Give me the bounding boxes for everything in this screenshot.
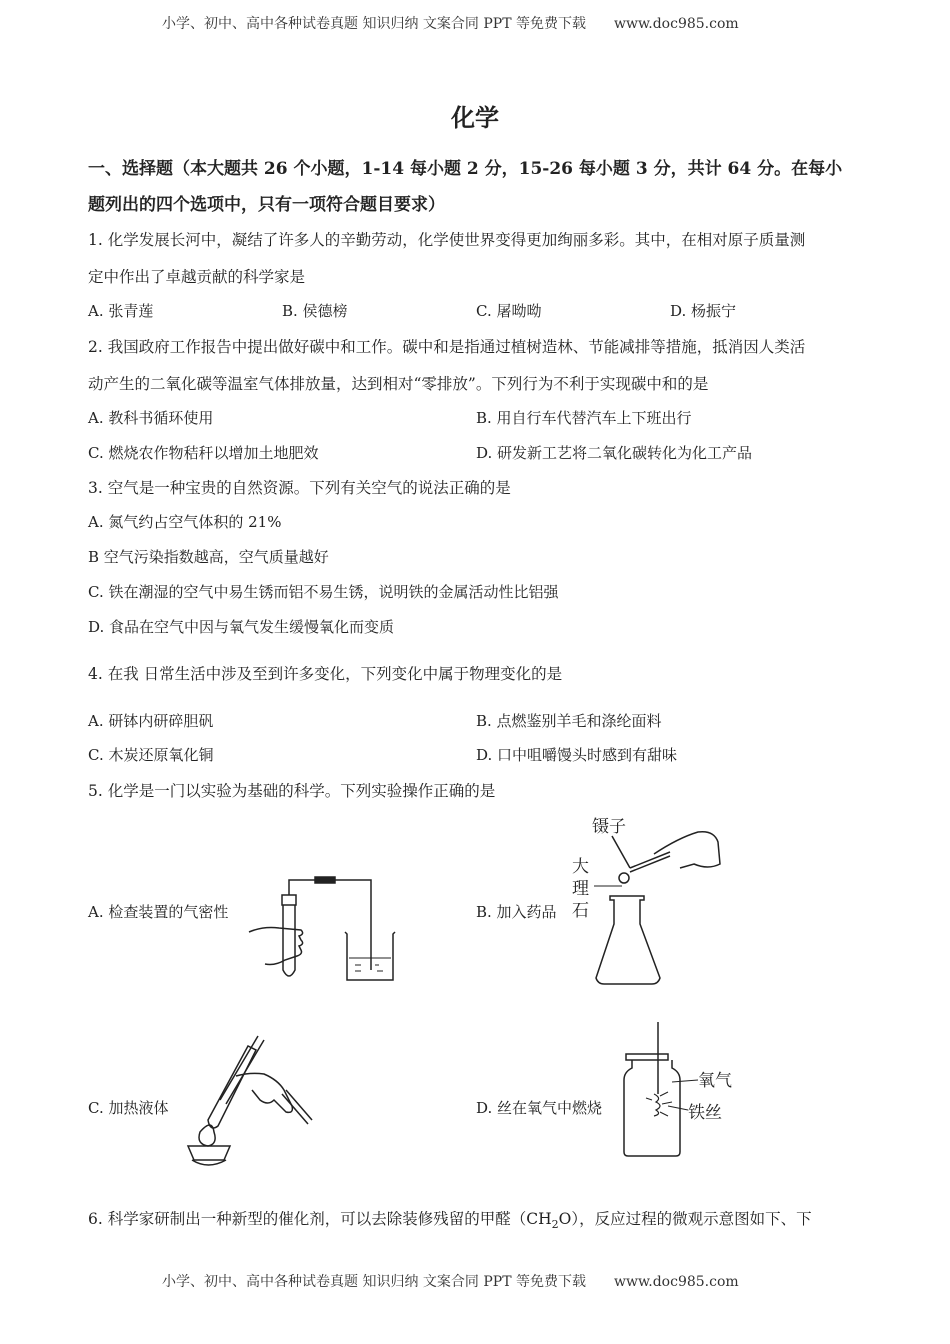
footer-banner-text: 小学、初中、高中各种试卷真题 知识归纳 文案合同 PPT 等免费下载 (162, 1274, 586, 1290)
q5-stem: 5. 化学是一门以实验为基础的科学。下列实验操作正确的是 (88, 782, 496, 800)
q4-option-c[interactable]: C. 木炭还原氧化铜 (88, 746, 214, 764)
q1-stem-line-2: 定中作出了卓越贡献的科学家是 (88, 268, 306, 286)
label-marble-3: 石 (572, 901, 589, 921)
figure-heating-liquid (178, 1028, 338, 1168)
section-heading-line-2: 题列出的四个选项中，只有一项符合题目要求） (88, 195, 445, 215)
q3-option-c[interactable]: C. 铁在潮湿的空气中易生锈而铝不易生锈，说明铁的金属活动性比铝强 (88, 583, 559, 601)
q6-formula-sub: 2 (551, 1218, 559, 1232)
q2-option-a[interactable]: A. 教科书循环使用 (88, 409, 214, 427)
label-tweezers: 镊子 (592, 817, 626, 837)
figure-iron-combustion (612, 1020, 752, 1160)
figure-adding-reagent (568, 808, 728, 988)
q6-stem-end: ），反应过程的微观示意图如下、下 (571, 1210, 812, 1228)
q1-stem-line-1: 1. 化学发展长河中，凝结了许多人的辛勤劳动，化学使世界变得更加绚丽多彩。其中，在相对原子质量测 (88, 231, 806, 249)
footer-banner (162, 1271, 739, 1291)
q2-option-b[interactable]: B. 用自行车代替汽车上下班出行 (476, 409, 692, 427)
q6-stem (88, 1207, 812, 1231)
q2-option-d[interactable]: D. 研发新工艺将二氧化碳转化为化工产品 (476, 444, 753, 462)
q3-stem: 3. 空气是一种宝贵的自然资源。下列有关空气的说法正确的是 (88, 479, 511, 497)
header-banner-text: 小学、初中、高中各种试卷真题 知识归纳 文案合同 PPT 等免费下载 (162, 16, 586, 32)
q4-option-d[interactable]: D. 口中咀嚼馒头时感到有甜味 (476, 746, 678, 764)
q6-formula-b: O (558, 1210, 572, 1228)
q5-option-d[interactable]: D. 丝在氧气中燃烧 (476, 1099, 603, 1117)
q5-option-c[interactable]: C. 加热液体 (88, 1099, 169, 1117)
footer-banner-url[interactable]: www.doc985.com (613, 1274, 739, 1290)
q5-option-a[interactable]: A. 检查装置的气密性 (88, 903, 229, 921)
q4-stem: 4. 在我 日常生活中涉及至到许多变化，下列变化中属于物理变化的是 (88, 665, 563, 683)
figure-airtightness-check (245, 870, 415, 990)
q4-option-b[interactable]: B. 点燃鉴别羊毛和涤纶面料 (476, 712, 662, 730)
q2-stem-line-1: 2. 我国政府工作报告中提出做好碳中和工作。碳中和是指通过植树造林、节能减排等措施，抵消因人类活 (88, 338, 806, 356)
q6-formula-a: CH (526, 1210, 552, 1228)
q1-option-a[interactable]: A. 张青莲 (88, 302, 154, 320)
label-marble-2: 理 (572, 879, 589, 899)
section-heading-line-1: 一、选择题（本大题共 26 个小题，1-14 每小题 2 分，15-26 每小题 3 分，共计 64 分。在每小 (88, 159, 843, 179)
header-banner (162, 13, 739, 33)
q5-option-b[interactable]: B. 加入药品 (476, 903, 557, 921)
q1-option-c[interactable]: C. 屠呦呦 (476, 302, 542, 320)
q3-option-b[interactable]: B 空气污染指数越高，空气质量越好 (88, 548, 329, 566)
q3-option-d[interactable]: D. 食品在空气中因与氧气发生缓慢氧化而变质 (88, 618, 395, 636)
label-marble-1: 大 (572, 857, 589, 877)
q6-stem-start: 6. 科学家研制出一种新型的催化剂，可以去除装修残留的甲醛（ (88, 1210, 527, 1228)
q2-option-c[interactable]: C. 燃烧农作物秸秆以增加土地肥效 (88, 444, 319, 462)
q4-option-a[interactable]: A. 研钵内研碎胆矾 (88, 712, 214, 730)
q1-option-d[interactable]: D. 杨振宁 (670, 302, 737, 320)
header-banner-url[interactable]: www.doc985.com (613, 16, 739, 32)
label-oxygen: 氧气 (698, 1071, 732, 1091)
label-iron-wire: 铁丝 (688, 1103, 722, 1123)
page-title: 化学 (451, 103, 499, 132)
q2-stem-line-2: 动产生的二氧化碳等温室气体排放量，达到相对“零排放”。下列行为不利于实现碳中和的是 (88, 375, 709, 393)
q1-option-b[interactable]: B. 侯德榜 (282, 302, 348, 320)
q3-option-a[interactable]: A. 氮气约占空气体积的 21% (88, 513, 282, 531)
